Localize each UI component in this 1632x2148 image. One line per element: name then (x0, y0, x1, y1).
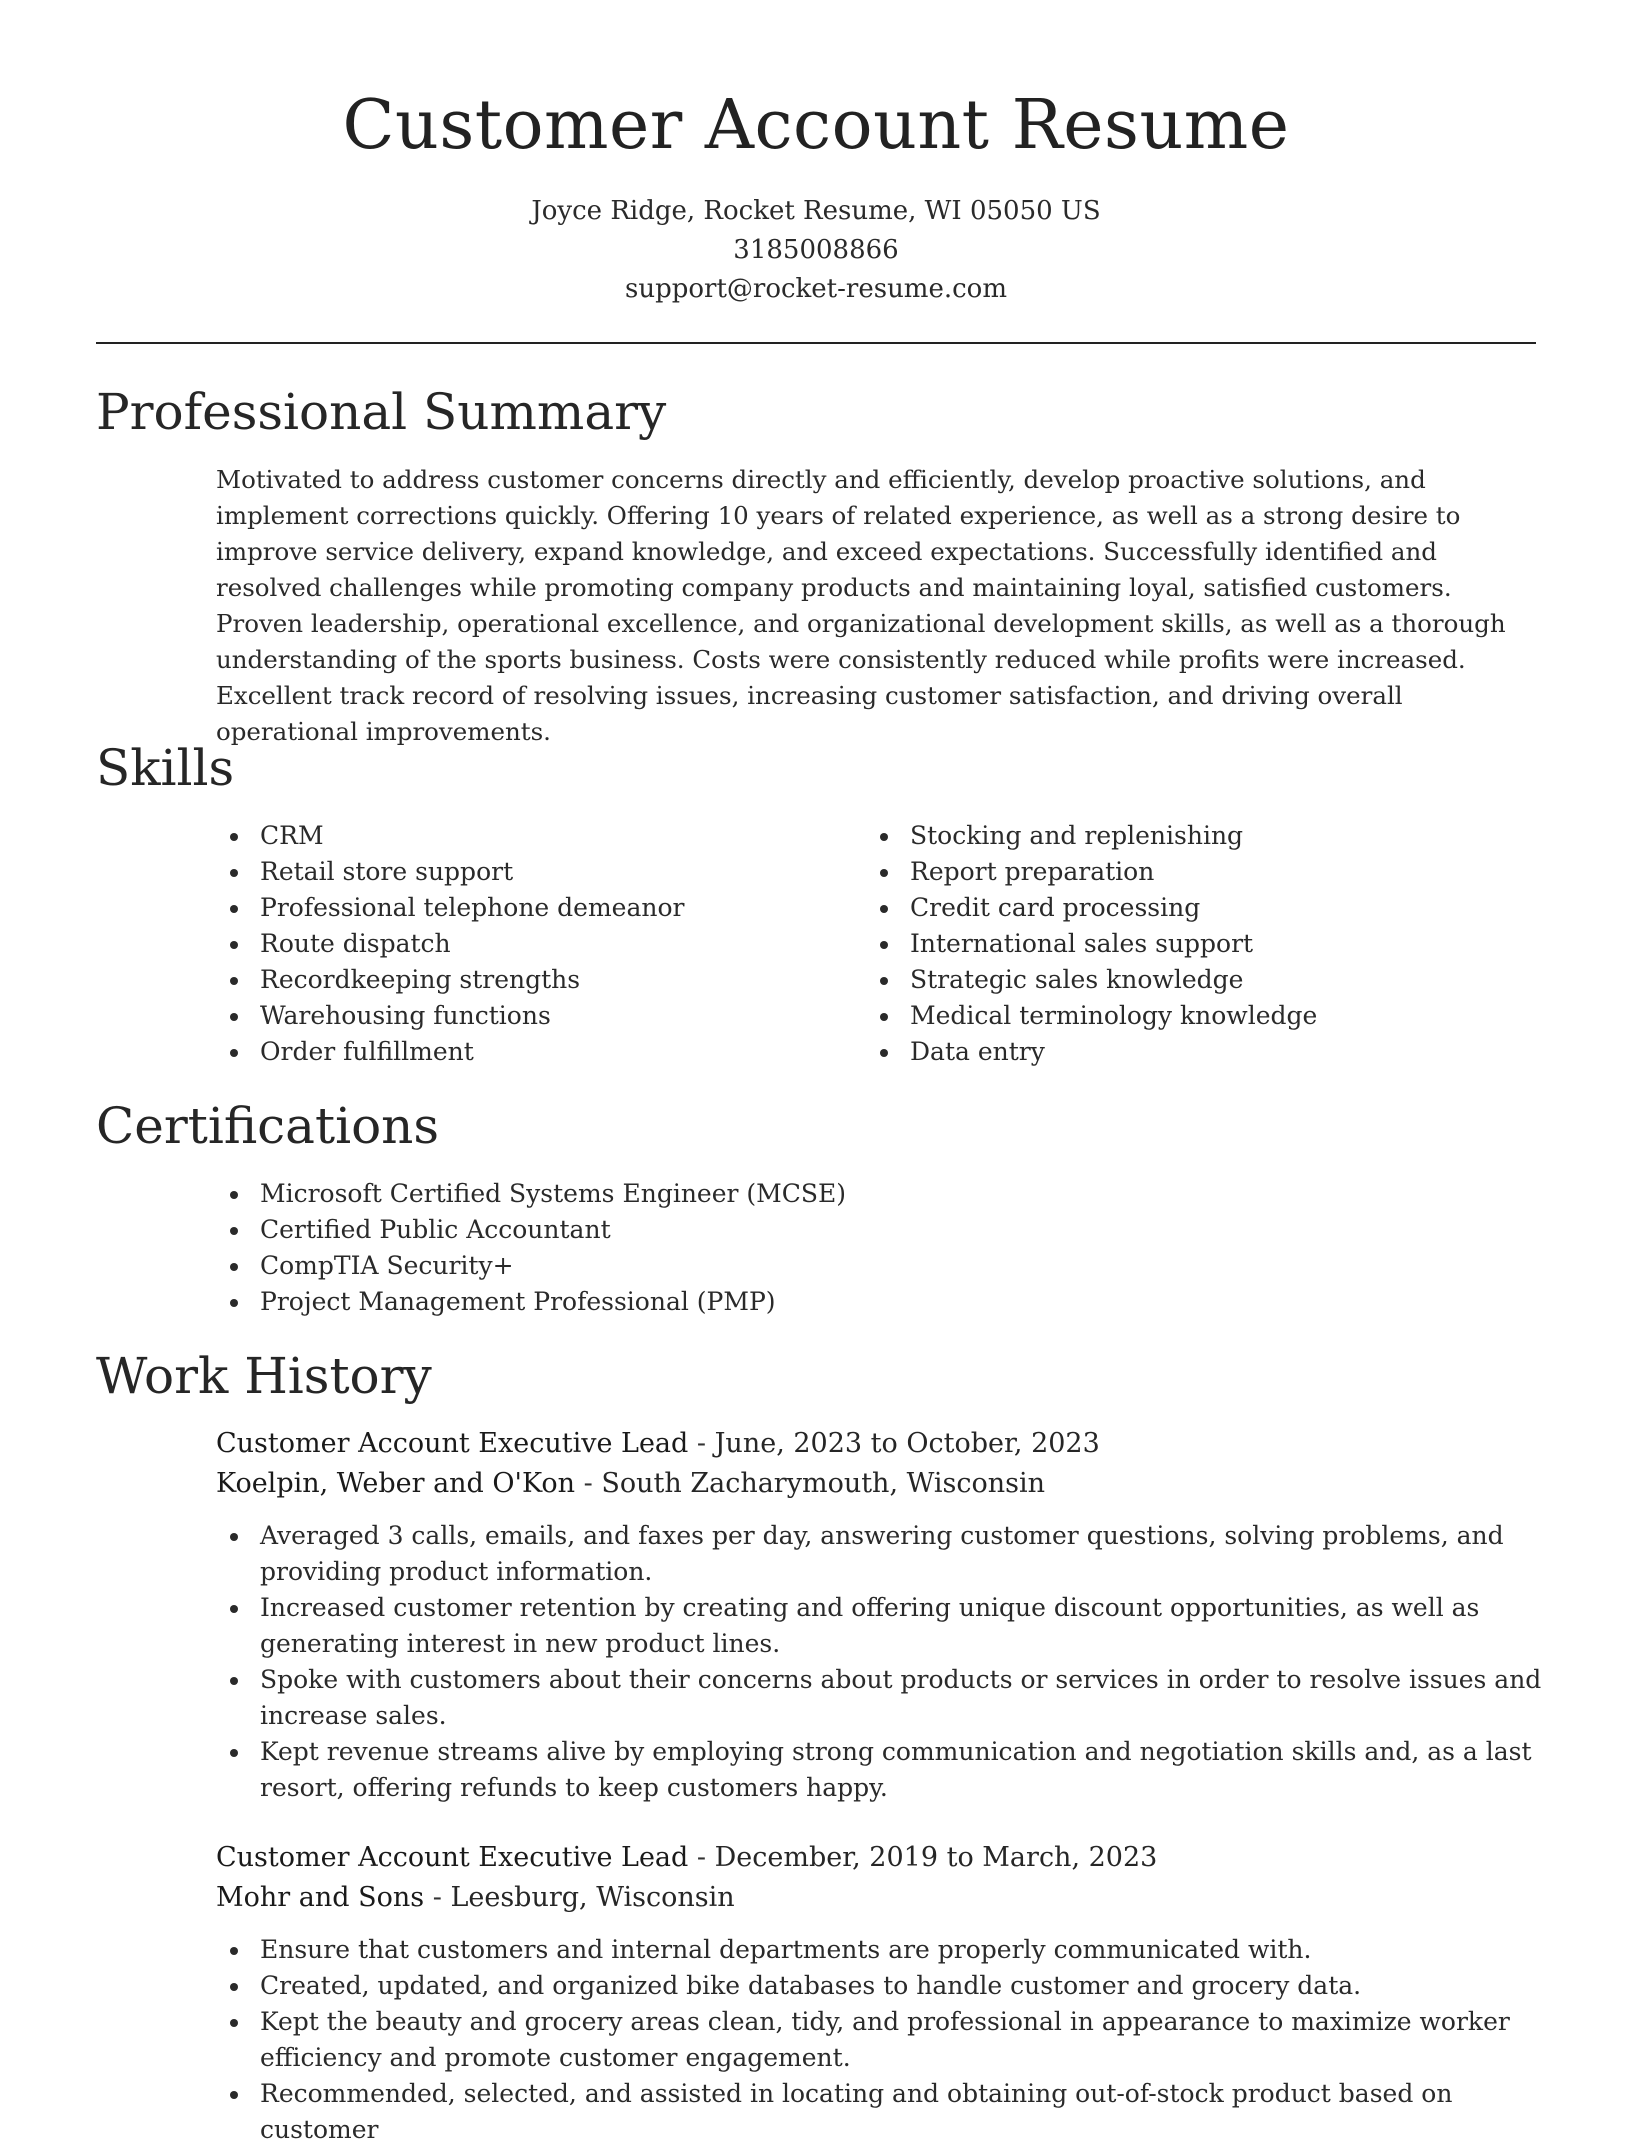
skill-item: International sales support (866, 926, 1546, 962)
skill-item: Warehousing functions (216, 998, 836, 1034)
certification-item: Project Management Professional (PMP) (216, 1284, 1416, 1320)
job-title-line (216, 1838, 1546, 1878)
certification-item: Certified Public Accountant (216, 1212, 1416, 1248)
job-title: Customer Account Executive Lead (216, 1842, 689, 1873)
certification-item: CompTIA Security+ (216, 1248, 1416, 1284)
certification-item: Microsoft Certified Systems Engineer (MCSE) (216, 1176, 1416, 1212)
job-separator: - (688, 1842, 715, 1873)
job-duty-item: Averaged 3 calls, emails, and faxes per day, answering customer questions, solving problems, and providing product information. (216, 1518, 1546, 1590)
contact-email: support@rocket-resume.com (624, 274, 1007, 304)
certifications-list (216, 1176, 1416, 1320)
job-duty-item: Increased customer retention by creating and offering unique discount opportunities, as well as generating interest in new product lines. (216, 1590, 1546, 1662)
summary-heading: Professional Summary (96, 383, 667, 441)
job-dates: June, 2023 to October, 2023 (714, 1428, 1100, 1459)
job-location: Leesburg, Wisconsin (450, 1882, 735, 1913)
job-duty-item: Created, updated, and organized bike databases to handle customer and grocery data. (216, 1968, 1546, 2004)
job-duties-list (216, 1932, 1546, 2148)
job-company-line (216, 1878, 1546, 1918)
skill-item: Recordkeeping strengths (216, 962, 836, 998)
job-separator: - (424, 1882, 451, 1913)
skills-heading: Skills (96, 739, 235, 797)
skill-item: CRM (216, 818, 836, 854)
job-title-line (216, 1424, 1546, 1464)
skill-item: Order fulfillment (216, 1034, 836, 1070)
skill-item: Professional telephone demeanor (216, 890, 836, 926)
skill-item: Report preparation (866, 854, 1546, 890)
skills-list-right (866, 818, 1546, 1070)
job-duties-list (216, 1518, 1546, 1806)
skill-item: Strategic sales knowledge (866, 962, 1546, 998)
skill-item: Credit card processing (866, 890, 1546, 926)
resume-header (0, 0, 1632, 309)
skill-item: Route dispatch (216, 926, 836, 962)
job-dates: December, 2019 to March, 2023 (714, 1842, 1158, 1873)
job-duty-item: Kept the beauty and grocery areas clean, tidy, and professional in appearance to maximize worker efficiency and promote customer engagement. (216, 2004, 1546, 2076)
skills-list-left (216, 818, 836, 1070)
job-duty-item: Spoke with customers about their concerns about products or services in order to resolve issues and increase sales. (216, 1662, 1546, 1734)
skill-item: Data entry (866, 1034, 1546, 1070)
contact-info (0, 192, 1632, 309)
contact-phone: 3185008866 (733, 235, 899, 265)
job-duty-item: Ensure that customers and internal departments are properly communicated with. (216, 1932, 1546, 1968)
skill-item: Stocking and replenishing (866, 818, 1546, 854)
page-title: Customer Account Resume (342, 86, 1290, 165)
job-entry (216, 1424, 1546, 1806)
certifications-heading: Certifications (96, 1097, 440, 1155)
job-title: Customer Account Executive Lead (216, 1428, 689, 1459)
skill-item: Retail store support (216, 854, 836, 890)
job-duty-item: Kept revenue streams alive by employing strong communication and negotiation skills and, as a last resort, offering refunds to keep customers happy. (216, 1734, 1546, 1806)
work-history-heading: Work History (96, 1347, 432, 1405)
job-company: Koelpin, Weber and O'Kon (216, 1468, 576, 1499)
job-location: South Zacharymouth, Wisconsin (601, 1468, 1046, 1499)
header-divider (96, 342, 1536, 344)
job-separator: - (688, 1428, 715, 1459)
job-company-line (216, 1464, 1546, 1504)
contact-address: Joyce Ridge, Rocket Resume, WI 05050 US (531, 196, 1101, 226)
job-entry (216, 1838, 1546, 2148)
summary-text: Motivated to address customer concerns directly and efficiently, develop proactive solutions, and implement corrections quickly. Offering 10 years of related experience, as well as a strong desire to improve service delivery, expand knowledge, and exceed expectations. Successfully identified and resolved challenges while promoting company products and maintaining loyal, satisfied customers. Proven leadership, operational excellence, and organizational development skills, as well as a thorough understanding of the sports business. Costs were consistently reduced while profits were increased. Excellent track record of resolving issues, increasing customer satisfaction, and driving overall operational improvements. (216, 465, 1506, 746)
job-company: Mohr and Sons (216, 1882, 425, 1913)
skill-item: Medical terminology knowledge (866, 998, 1546, 1034)
job-duty-item: Recommended, selected, and assisted in locating and obtaining out-of-stock product based on customer (216, 2076, 1546, 2148)
job-separator: - (575, 1468, 602, 1499)
